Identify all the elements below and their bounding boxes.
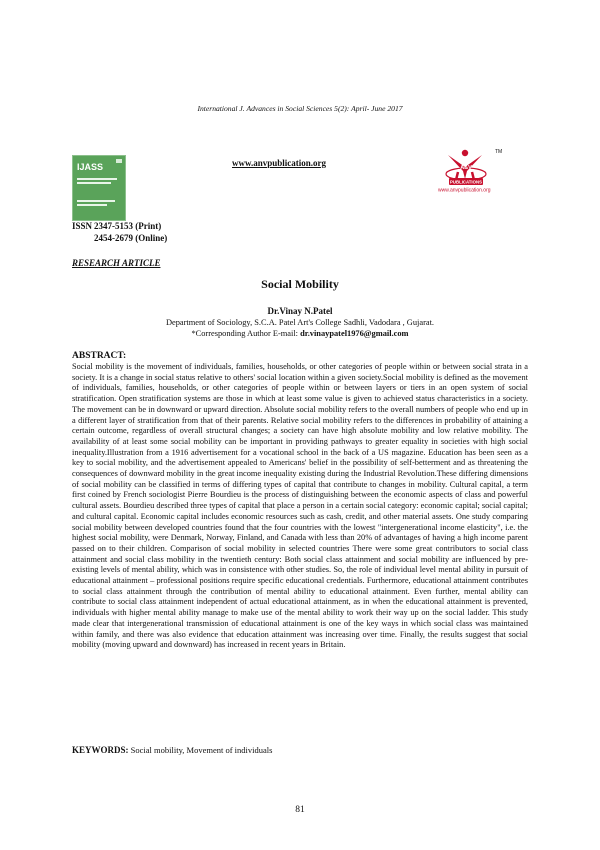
website-link[interactable]: www.anvpublication.org xyxy=(232,158,327,168)
keywords-label: KEYWORDS: xyxy=(72,745,129,755)
cover-line xyxy=(77,178,117,180)
abstract-body: Social mobility is the movement of individuals, families, households, or other categories of people within or between social strata in a society. It is a change in social status relative to others' social location within a given society.Social mobility is defined as the movement of individuals, families, households, or other categories of people within or between layers or tiers in an open system of social stratification. Open stratification systems are those in which at least some value is given to achieved status characteristics in a society. The movement can be in downward or upward direction. Absolute social mobility refers to the overall numbers of people who end up in a different layer of stratification from that of their parents. Relative social mobility refers to the differences in probability of attaining a certain outcome, regardless of overall structural changes; a society can have high absolute mobility and low relative mobility. The availability of at least some social mobility can be important in providing pathways to greater equality in societies with high social inequality.Illustration from a 1916 advertisement for a vocational school in the back of a US magazine. Education has been seen as a key to social mobility, and the advertisement appealed to Americans' belief in the possibility of self-betterment and as threatening the consequences of downward mobility in the great income inequality existing during the Industrial Revolution.These differing dimensions of social mobility can be classified in terms of differing types of capital that contribute to changes in mobility. Cultural capital, a term first coined by French sociologist Pierre Bourdieu is the process of distinguishing between the economic aspects of class and powerful cultural assets. Bourdieu described three types of capital that place a person in a certain social category: economic capital; social capital; and cultural capital. Economic capital includes economic resources such as cash, credit, and other material assets. One study comparing social mobility between developed countries found that the four countries with the lowest "intergenerational income elasticity", i.e. the highest social mobility, were Denmark, Norway, Finland, and Canada with less than 20% of advantages of having a high income parent passed on to their children. Comparison of social mobility in selected countries There were some great contributors to social class attainment and social class mobility in the twentieth century: Both social class attainment and social mobility are influenced by pre-existing levels of mental ability, which was in consistence with other studies. So, the role of individual level mental ability in pursuit of educational attainment – professional positions require specific educational credentials. Furthermore, educational attainment contributes to social class attainment through the contribution of mental ability to educational attainment. Even further, mental ability can contribute to social class attainment independent of actual educational attainment, as in when the educational attainment is prevented, individuals with higher mental ability manage to make use of the mental ability to work their way up on the social ladder. This study made clear that intergenerational transmission of educational attainment is one of the key ways in which social class was maintained within family, and there was also evidence that education attainment was increasing over time. Finally, the results suggest that social mobility (moving upward and downward) has increased in recent years in Britain. xyxy=(72,362,528,650)
journal-header: International J. Advances in Social Sciences 5(2): April- June 2017 xyxy=(197,104,403,113)
abstract-heading: ABSTRACT: xyxy=(72,351,127,361)
corresponding-author xyxy=(0,329,600,338)
page-number: 81 xyxy=(295,805,305,815)
logo-brand: A&V xyxy=(460,165,472,171)
issn-row xyxy=(72,221,214,233)
article-type: RESEARCH ARTICLE xyxy=(72,258,161,268)
author-affiliation: Department of Sociology, S.C.A. Patel Art's College Sadhli, Vadodara , Gujarat. xyxy=(165,318,435,327)
cover-line xyxy=(77,182,111,184)
issn-label xyxy=(72,233,94,245)
publisher-logo xyxy=(438,146,508,194)
author-email[interactable]: dr.vinaypatel1976@gmail.com xyxy=(300,329,409,338)
cover-line xyxy=(77,200,115,202)
author-name: Dr.Vinay N.Patel xyxy=(267,306,333,316)
issn-label: ISSN xyxy=(72,221,93,231)
article-title: Social Mobility xyxy=(261,277,339,291)
cover-title: IJASS xyxy=(77,162,104,172)
issn-print: 2347-5153 (Print) xyxy=(94,221,162,231)
logo-tm: TM xyxy=(495,149,503,155)
logo-subtitle: PUBLICATIONS xyxy=(450,179,482,185)
issn-online: 2454-2679 (Online) xyxy=(94,232,168,243)
keywords xyxy=(72,745,272,755)
keywords-value: Social mobility, Movement of individuals xyxy=(130,745,273,755)
cover-line xyxy=(77,204,107,206)
issn-row xyxy=(72,233,214,245)
corresponding-label: *Corresponding Author E-mail: xyxy=(191,329,298,338)
cover-tag xyxy=(116,159,122,163)
issn-block xyxy=(72,221,214,244)
logo-url: www.anvpublication.org xyxy=(438,187,491,194)
publisher-logo-graphic xyxy=(438,146,508,194)
journal-cover-image xyxy=(72,155,126,221)
